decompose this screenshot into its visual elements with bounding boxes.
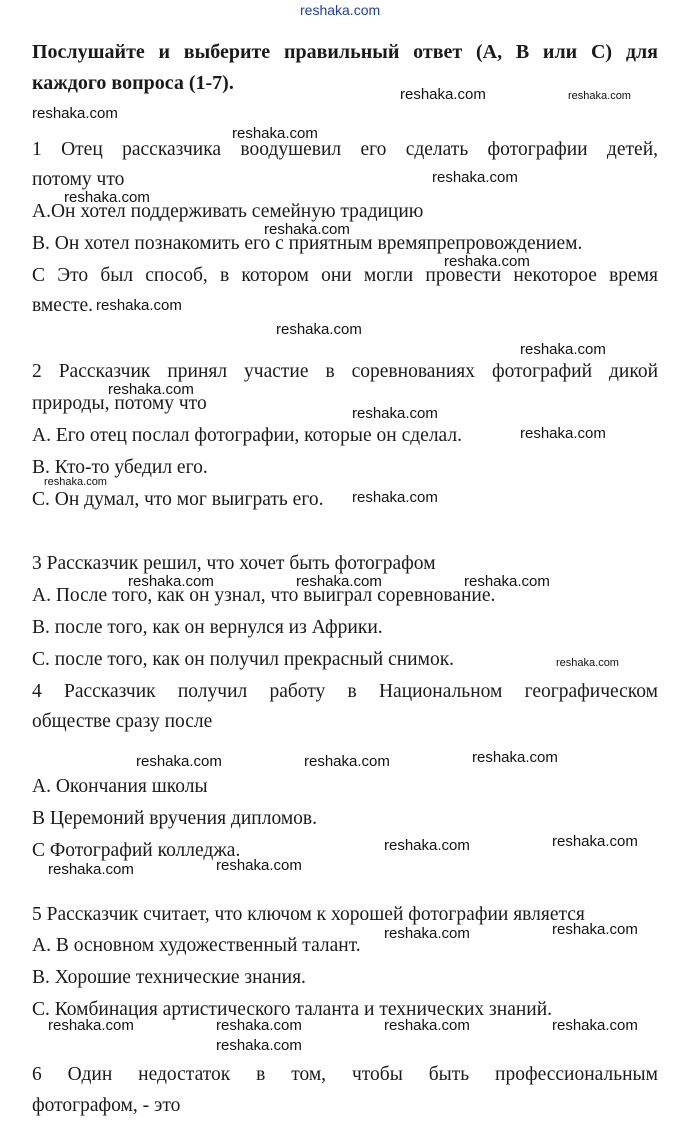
question-3-option-b: B. после того, как он вернулся из Африки.	[32, 617, 383, 638]
question-4-option-b: B Церемоний вручения дипломов.	[32, 808, 317, 829]
watermark: reshaka.com	[32, 105, 118, 122]
question-5-text: 5 Рассказчик считает, что ключом к хорошей фотографии является	[32, 904, 585, 925]
question-1-option-b: B. Он хотел познакомить его с приятным времяпрепровождением.	[32, 233, 583, 254]
question-4-text-line-2: обществе сразу после	[32, 711, 213, 732]
watermark: reshaka.com	[64, 189, 150, 206]
question-5-option-a: A. В основном художественный талант.	[32, 935, 361, 956]
instruction-line-2: каждого вопроса (1-7).	[32, 72, 234, 94]
watermark: reshaka.com	[384, 837, 470, 854]
question-3-text: 3 Рассказчик решил, что хочет быть фотографом	[32, 553, 436, 574]
watermark: reshaka.com	[432, 169, 518, 186]
watermark: reshaka.com	[384, 925, 470, 942]
question-1-text-line-1: 1 Отец рассказчика воодушевил его сделать фотографии детей,	[32, 139, 658, 160]
watermark: reshaka.com	[552, 1017, 638, 1034]
watermark: reshaka.com	[520, 341, 606, 358]
watermark: reshaka.com	[136, 753, 222, 770]
watermark: reshaka.com	[304, 753, 390, 770]
watermark: reshaka.com	[400, 86, 486, 103]
question-2-option-b: B. Кто-то убедил его.	[32, 457, 208, 478]
question-6-text-line-1: 6 Один недостаток в том, чтобы быть профессиональным	[32, 1064, 658, 1085]
instruction-line-1: Послушайте и выберите правильный ответ (A, B или C) для	[32, 41, 658, 63]
watermark: reshaka.com	[552, 833, 638, 850]
question-1-option-a: A.Он хотел поддерживать семейную традицию	[32, 201, 424, 222]
watermark: reshaka.com	[264, 221, 350, 238]
question-4-option-c: C Фотографий колледжа.	[32, 840, 241, 861]
question-1-text-line-2: потому что	[32, 169, 125, 190]
watermark: reshaka.com	[96, 297, 182, 314]
question-3-option-a: A. После того, как он узнал, что выиграл соревнование.	[32, 585, 496, 606]
question-5-option-c: C. Комбинация артистического таланта и технических знаний.	[32, 999, 553, 1020]
question-2-text-line-1: 2 Рассказчик принял участие в соревнованиях фотографий дикой	[32, 361, 658, 382]
question-2-option-a: A. Его отец послал фотографии, которые он сделал.	[32, 425, 462, 446]
question-2-text-line-2: природы, потому что	[32, 393, 207, 414]
question-4-text-line-1: 4 Рассказчик получил работу в Национальном географическом	[32, 681, 658, 702]
watermark: reshaka.com	[128, 573, 214, 590]
watermark: reshaka.com	[216, 1017, 302, 1034]
question-6-text-line-2: фотографом, - это	[32, 1095, 181, 1116]
watermark: reshaka.com	[232, 125, 318, 142]
watermark: reshaka.com	[48, 861, 134, 878]
watermark: reshaka.com	[444, 253, 530, 270]
question-3-option-c: C. после того, как он получил прекрасный снимок.	[32, 649, 455, 670]
question-2-option-c: C. Он думал, что мог выиграть его.	[32, 489, 324, 510]
watermark: reshaka.com	[552, 921, 638, 938]
watermark: reshaka.com	[352, 489, 438, 506]
watermark: reshaka.com	[472, 749, 558, 766]
watermark: reshaka.com	[556, 657, 619, 669]
question-1-option-c-line-2: вместе.	[32, 295, 94, 316]
watermark: reshaka.com	[520, 425, 606, 442]
watermark: reshaka.com	[296, 573, 382, 590]
question-5-option-b: B. Хорошие технические знания.	[32, 967, 306, 988]
watermark: reshaka.com	[44, 476, 107, 488]
question-4-option-a: A. Окончания школы	[32, 776, 208, 797]
watermark: reshaka.com	[216, 857, 302, 874]
header-site-link[interactable]: reshaka.com	[300, 2, 381, 18]
watermark: reshaka.com	[352, 405, 438, 422]
question-1-option-c-line-1: C Это был способ, в котором они могли провести некоторое время	[32, 265, 658, 286]
watermark: reshaka.com	[568, 90, 631, 102]
watermark: reshaka.com	[216, 1037, 302, 1054]
watermark: reshaka.com	[276, 321, 362, 338]
watermark: reshaka.com	[384, 1017, 470, 1034]
watermark: reshaka.com	[464, 573, 550, 590]
watermark: reshaka.com	[48, 1017, 134, 1034]
watermark: reshaka.com	[108, 381, 194, 398]
